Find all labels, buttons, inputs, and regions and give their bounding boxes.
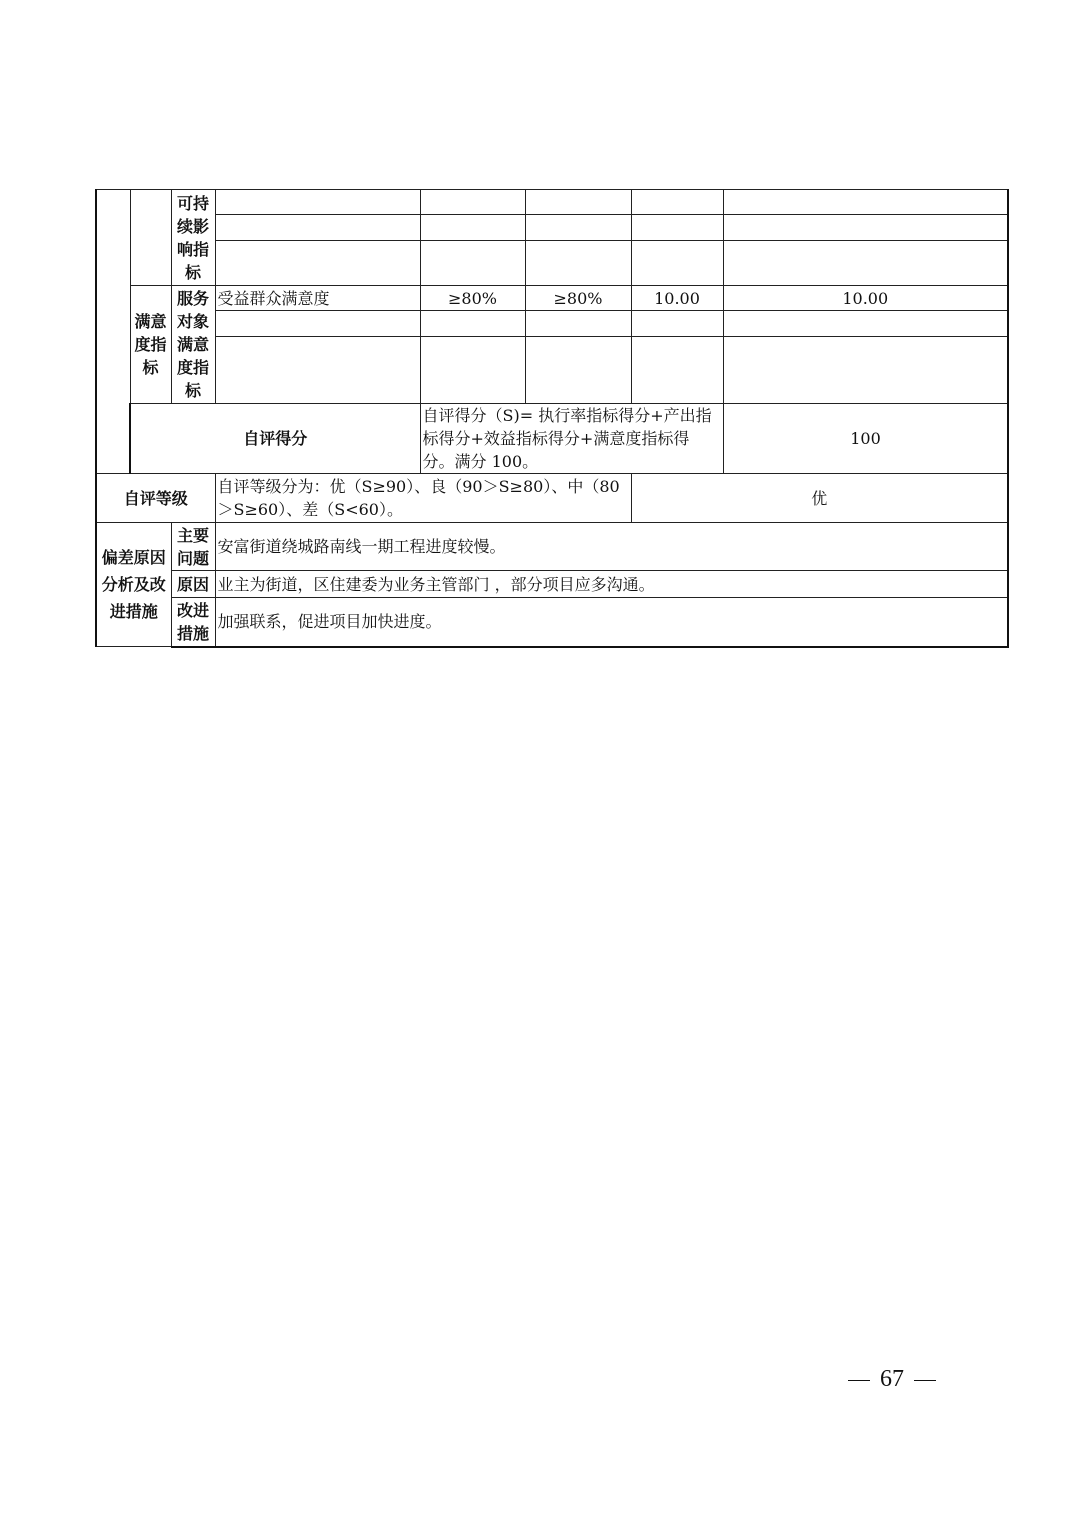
self-score-label: 自评得分	[130, 404, 420, 474]
sustain-row-2-score	[723, 215, 1008, 241]
sustain-row-2-weight	[631, 215, 723, 241]
sustain-row-3-score	[723, 241, 1008, 286]
service-satisfaction-label: 服务对象满意度指标	[171, 286, 215, 404]
self-grade-criteria: 自评等级分为：优（S≥90）、良（90＞S≥80）、中（80＞S≥60）、差（S<60）。	[215, 474, 631, 523]
page-number	[838, 1366, 946, 1393]
sustain-row-1-actual	[525, 190, 631, 215]
beneficiary-satisfaction-weight: 10.00	[631, 286, 723, 311]
satisfaction-indicator-label: 满意度指标	[130, 286, 171, 404]
sustain-row-1-name	[215, 190, 420, 215]
sustain-row-2-target	[420, 215, 525, 241]
satisfaction-row-2-weight	[631, 311, 723, 337]
sustain-row-3-weight	[631, 241, 723, 286]
sustain-row-1-weight	[631, 190, 723, 215]
sustain-row-3-name	[215, 241, 420, 286]
beneficiary-satisfaction-target: ≥80%	[420, 286, 525, 311]
sustain-row-1-score	[723, 190, 1008, 215]
sustain-indicator-label: 可持续影响指标	[171, 190, 215, 286]
satisfaction-row-3-score	[723, 337, 1008, 404]
page-number-left-dash	[848, 1380, 870, 1381]
level1-blank-cell	[96, 190, 130, 474]
reason-text: 业主为街道，区住建委为业务主管部门 ，部分项目应多沟通。	[215, 571, 1008, 598]
satisfaction-row-2-name	[215, 311, 420, 337]
sustain-row-1-target	[420, 190, 525, 215]
self-score-full-marks: 100	[723, 404, 1008, 474]
improvement-measure-text: 加强联系，促进项目加快进度。	[215, 598, 1008, 647]
satisfaction-row-2-target	[420, 311, 525, 337]
level2-blank-cell	[130, 190, 171, 286]
sustain-row-3-actual	[525, 241, 631, 286]
satisfaction-row-2-actual	[525, 311, 631, 337]
performance-evaluation-table	[95, 189, 1009, 648]
sustain-row-3-target	[420, 241, 525, 286]
self-score-formula: 自评得分（S)= 执行率指标得分+产出指标得分+效益指标得分+满意度指标得分。满分 100。	[420, 404, 723, 474]
beneficiary-satisfaction-name: 受益群众满意度	[215, 286, 420, 311]
deviation-analysis-label: 偏差原因分析及改进措施	[96, 523, 171, 647]
sustain-row-2-name	[215, 215, 420, 241]
main-problem-label: 主要问题	[171, 523, 215, 571]
satisfaction-row-3-name	[215, 337, 420, 404]
satisfaction-row-2-score	[723, 311, 1008, 337]
satisfaction-row-3-target	[420, 337, 525, 404]
page-number-right-dash	[914, 1380, 936, 1381]
page-number-value: 67	[880, 1366, 904, 1392]
satisfaction-row-3-weight	[631, 337, 723, 404]
beneficiary-satisfaction-actual: ≥80%	[525, 286, 631, 311]
beneficiary-satisfaction-score: 10.00	[723, 286, 1008, 311]
improvement-measure-label: 改进措施	[171, 598, 215, 647]
main-problem-text: 安富街道绕城路南线一期工程进度较慢。	[215, 523, 1008, 571]
sustain-row-2-actual	[525, 215, 631, 241]
reason-label: 原因	[171, 571, 215, 598]
self-grade-value: 优	[631, 474, 1008, 523]
satisfaction-row-3-actual	[525, 337, 631, 404]
self-grade-label: 自评等级	[96, 474, 215, 523]
